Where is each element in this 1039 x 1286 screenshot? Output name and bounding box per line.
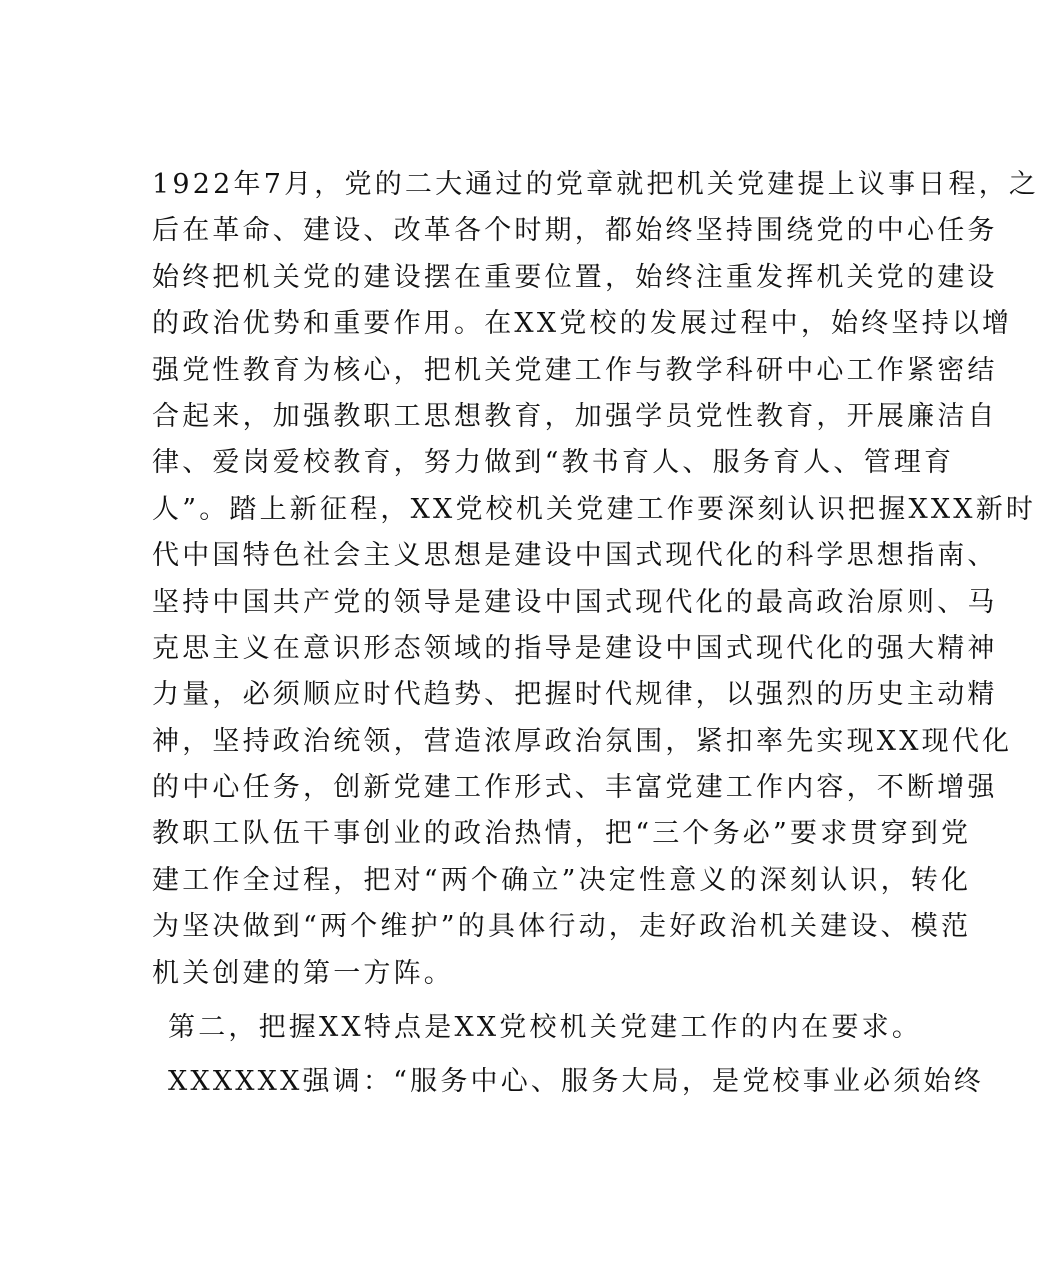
paragraph-spacer — [152, 997, 812, 1005]
paragraph-line: 始终把机关党的建设摆在重要位置，始终注重发挥机关党的建设 — [152, 261, 998, 293]
paragraph-line: 的政治优势和重要作用。在XX党校的发展过程中，始终坚持以增 — [152, 308, 1013, 340]
paragraph-line: 神，坚持政治统领，营造浓厚政治氛围，紧扣率先实现XX现代化 — [152, 725, 1013, 757]
paragraph-line: 坚持中国共产党的领导是建设中国式现代化的最高政治原则、马 — [152, 586, 998, 618]
paragraph-line: 的中心任务，创新党建工作形式、丰富党建工作内容，不断增强 — [152, 772, 998, 804]
paragraph-line: 建工作全过程，把对“两个确立”决定性意义的深刻认识，转化 — [152, 864, 972, 896]
document-body — [152, 162, 1039, 1106]
paragraph-line: 1922年7月，党的二大通过的党章就把机关党建提上议事日程，之 — [152, 169, 1039, 200]
paragraph-line: 机关创建的第一方阵。 — [152, 957, 454, 989]
paragraph-line: 克思主义在意识形态领域的指导是建设中国式现代化的强大精神 — [152, 632, 998, 664]
paragraph-spacer — [152, 1051, 812, 1059]
paragraph-line: 合起来，加强教职工思想教育，加强学员党性教育，开展廉洁自 — [152, 400, 998, 432]
paragraph-line: 教职工队伍干事创业的政治热情，把“三个务必”要求贯穿到党 — [152, 818, 972, 850]
paragraph-line: 力量，必须顺应时代趋势、把握时代规律，以强烈的历史主动精 — [152, 679, 998, 711]
paragraph-line: 代中国特色社会主义思想是建设中国式现代化的科学思想指南、 — [152, 540, 998, 572]
paragraph-line: 律、爱岗爱校教育，努力做到“教书育人、服务育人、管理育 — [152, 447, 955, 479]
paragraph-line: 强党性教育为核心，把机关党建工作与教学科研中心工作紧密结 — [152, 354, 998, 386]
paragraph-line: 后在革命、建设、改革各个时期，都始终坚持围绕党的中心任务 — [152, 215, 998, 247]
section-heading: 第二，把握XX特点是XX党校机关党建工作的内在要求。 — [168, 1012, 923, 1044]
paragraph-line: 为坚决做到“两个维护”的具体行动，走好政治机关建设、模范 — [152, 911, 972, 943]
paragraph-line: XXXXXX强调：“服务中心、服务大局，是党校事业必须始终 — [168, 1066, 984, 1098]
paragraph-line: 人”。踏上新征程，XX党校机关党建工作要深刻认识把握XXX新时 — [152, 493, 1037, 525]
